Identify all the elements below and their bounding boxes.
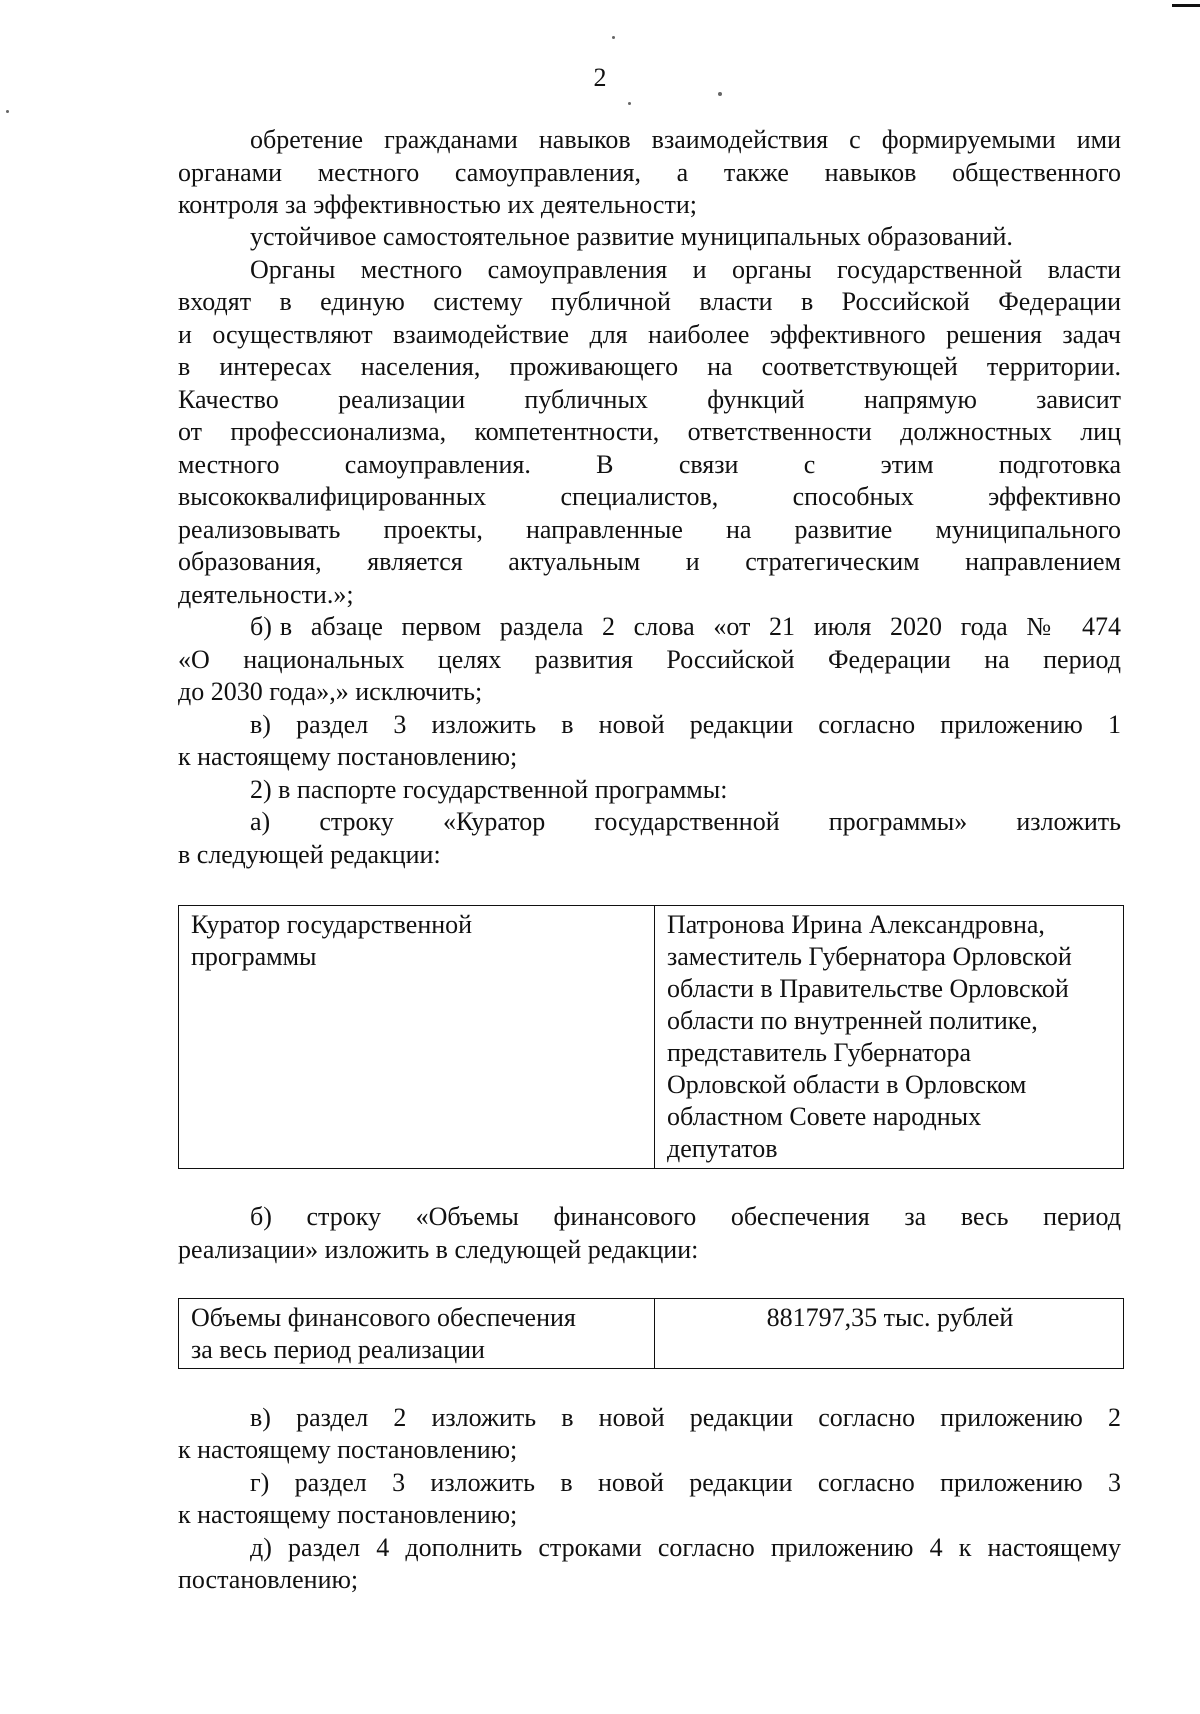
- paragraph-line: в интересах населения, проживающего на соответствующей территории.: [178, 352, 1121, 381]
- list-item-text: в абзаце первом раздела 2 слова «от 21 июля 2020 года № 474: [279, 612, 1121, 641]
- paragraph-line: до 2030 года»,» исключить;: [178, 677, 483, 706]
- cell-line: за весь период реализации: [191, 1335, 485, 1364]
- paragraph-line: к настоящему постановлению;: [178, 1435, 518, 1464]
- list-item-2v: в) раздел 2 изложить в новой редакции согласно приложению 2: [250, 1403, 1121, 1432]
- cell-line: Объемы финансового обеспечения: [191, 1303, 576, 1332]
- curator-table: [178, 905, 1124, 1169]
- paragraph-line: от профессионализма, компетентности, ответственности должностных лиц: [178, 417, 1121, 446]
- list-item-2g: г) раздел 3 изложить в новой редакции согласно приложению 3: [250, 1468, 1121, 1497]
- cell-line: Орловской области в Орловском: [667, 1070, 1027, 1099]
- list-item-b: [178, 611, 1121, 643]
- cell-line: Патронова Ирина Александровна,: [667, 910, 1045, 939]
- table-cell-label: [179, 906, 655, 1169]
- funding-table: [178, 1298, 1124, 1369]
- list-item-v: в) раздел 3 изложить в новой редакции согласно приложению 1: [250, 710, 1121, 739]
- scan-corner-mark: [1172, 4, 1200, 7]
- list-marker: б): [250, 612, 272, 641]
- table-cell-value: 881797,35 тыс. рублей: [655, 1299, 1124, 1369]
- table-row: [179, 1299, 1124, 1369]
- paragraph-line: входят в единую систему публичной власти в Российской Федерации: [178, 287, 1121, 316]
- paragraph-line: в следующей редакции:: [178, 840, 441, 869]
- paragraph-line: образования, является актуальным и стратегическим направлением: [178, 547, 1121, 576]
- cell-line: областном Совете народных: [667, 1102, 982, 1131]
- scan-speck: [628, 102, 631, 105]
- paragraph-line: постановлению;: [178, 1565, 359, 1594]
- paragraph-line: местного самоуправления. В связи с этим подготовка: [178, 450, 1121, 479]
- paragraph-line: Органы местного самоуправления и органы государственной власти: [250, 255, 1121, 284]
- page-number: 2: [593, 63, 607, 92]
- paragraph-line: контроля за эффективностью их деятельности;: [178, 190, 697, 219]
- cell-line: области по внутренней политике,: [667, 1006, 1038, 1035]
- table-cell-value: [655, 906, 1124, 1169]
- scan-speck: [6, 110, 9, 113]
- cell-line: депутатов: [667, 1134, 778, 1163]
- paragraph-line: деятельности.»;: [178, 580, 354, 609]
- paragraph-line: органами местного самоуправления, а также навыков общественного: [178, 158, 1121, 187]
- paragraph-line: реализовывать проекты, направленные на развитие муниципального: [178, 515, 1121, 544]
- table-row: [179, 906, 1124, 1169]
- list-item-2b: б) строку «Объемы финансового обеспечения за весь период: [250, 1202, 1121, 1231]
- cell-line: Куратор государственной: [191, 910, 473, 939]
- paragraph-line: к настоящему постановлению;: [178, 1500, 518, 1529]
- list-item-2a: а) строку «Куратор государственной программы» изложить: [250, 807, 1121, 836]
- paragraph-line: высококвалифицированных специалистов, способных эффективно: [178, 482, 1121, 511]
- cell-line: представитель Губернатора: [667, 1038, 971, 1067]
- cell-line: программы: [191, 942, 317, 971]
- paragraph-line: устойчивое самостоятельное развитие муниципальных образований.: [250, 222, 1013, 251]
- paragraph-line: «О национальных целях развития Российской Федерации на период: [178, 645, 1121, 674]
- paragraph-line: и осуществляют взаимодействие для наиболее эффективного решения задач: [178, 320, 1121, 349]
- paragraph-line: обретение гражданами навыков взаимодействия с формируемыми ими: [250, 125, 1121, 154]
- paragraph-line: реализации» изложить в следующей редакции:: [178, 1235, 699, 1264]
- scan-speck: [612, 36, 615, 39]
- cell-line: заместитель Губернатора Орловской: [667, 942, 1072, 971]
- list-item-2d: д) раздел 4 дополнить строками согласно приложению 4 к настоящему: [250, 1533, 1121, 1562]
- paragraph-line: Качество реализации публичных функций напрямую зависит: [178, 385, 1121, 414]
- paragraph-line: к настоящему постановлению;: [178, 742, 518, 771]
- table-cell-label: [179, 1299, 655, 1369]
- cell-line: области в Правительстве Орловской: [667, 974, 1069, 1003]
- list-item-2: 2) в паспорте государственной программы:: [250, 775, 728, 804]
